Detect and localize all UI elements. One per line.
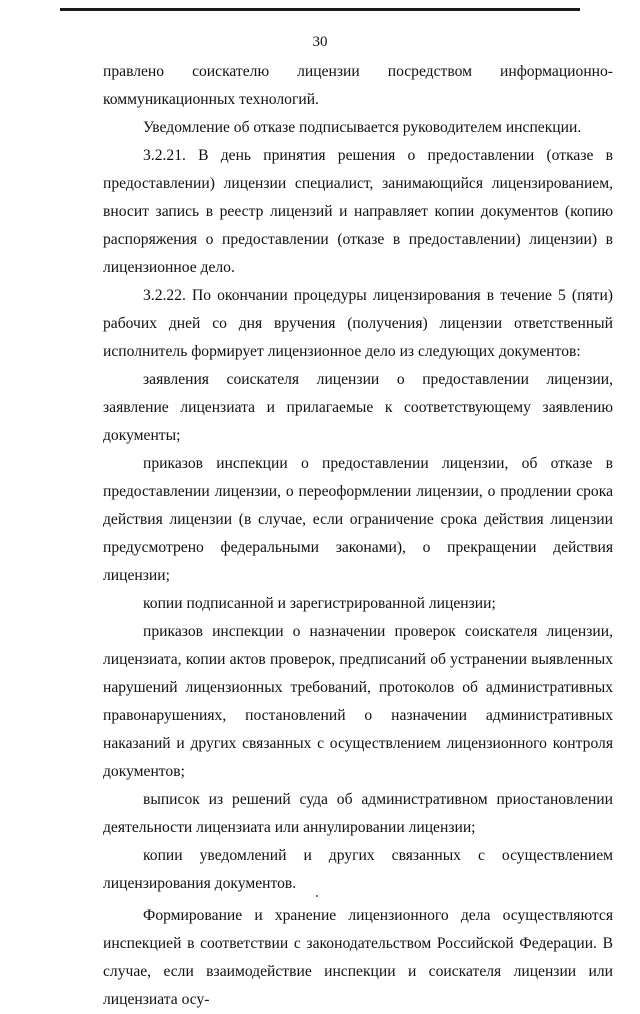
paragraph-5: заявления соискателя лицензии о предоставлении лицензии, заявление лицензиата и прилагаемые к соответствующему заявлению документы; [103,371,613,444]
paragraph-7: копии подписанной и зарегистрированной лицензии; [143,595,496,612]
paragraph-3: 3.2.21. В день принятия решения о предоставлении (отказе в предоставлении) лицензии специалист, занимающийся лицензированием, вносит запись в реестр лицензий и направляет копии документов (копию распоряжения о предоставлении (отказе в предоставлении) лицензии) в лицензионное дело. [103,147,613,276]
paragraph-6: приказов инспекции о предоставлении лицензии, об отказе в предоставлении лицензии, о переоформлении лицензии, о продлении срока действия лицензии (в случае, если ограничение срока действия лицензии предусмотрено федеральными законами), о прекращении действия лицензии; [103,455,613,584]
scan-speck [316,895,318,897]
paragraph-4: 3.2.22. По окончании процедуры лицензирования в течение 5 (пяти) рабочих дней со дня вручения (получения) лицензии ответственный исполнитель формирует лицензионное дело из следующих документов: [103,287,613,360]
paragraph-9: выписок из решений суда об административном приостановлении деятельности лицензиата или аннулировании лицензии; [103,791,613,836]
paragraph-10: копии уведомлений и других связанных с осуществлением лицензирования документов. [103,847,613,892]
page-number: 30 [312,34,328,50]
paragraph-1: правлено соискателю лицензии посредством информационно-коммуникационных технологий. [103,63,613,108]
top-border-rule [60,8,580,11]
paragraph-2: Уведомление об отказе подписывается руководителем инспекции. [143,119,582,136]
paragraph-11: Формирование и хранение лицензионного дела осуществляются инспекцией в соответствии с законодательством Российской Федерации. В случае, если взаимодействие инспекции и соискателя лицензии или лицензиата осу- [103,907,613,1008]
document-body [103,58,613,1014]
paragraph-8: приказов инспекции о назначении проверок соискателя лицензии, лицензиата, копии актов проверок, предписаний об устранении выявленных нарушений лицензионных требований, протоколов об административных правонарушениях, постановлений о назначении административных наказаний и других связанных с осуществлением лицензионного контроля документов; [103,623,613,780]
